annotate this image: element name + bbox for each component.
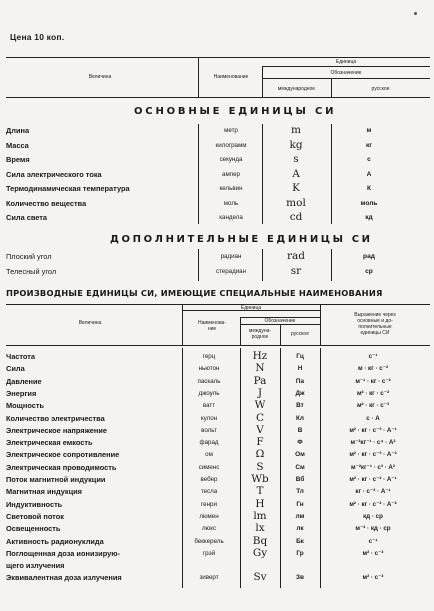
si-expression: м² · кг · с⁻² · А⁻¹ <box>349 476 397 483</box>
t2-header-quantity: Величина <box>78 320 102 326</box>
quantity-name: Масса <box>6 140 29 150</box>
unit-symbol-russian: Па <box>295 377 305 385</box>
unit-symbol-international: Pa <box>253 374 267 387</box>
unit-symbol-russian: В <box>297 426 303 434</box>
unit-name: вебер <box>200 476 218 483</box>
unit-symbol-international: K <box>292 182 300 194</box>
unit-symbol-international: rad <box>286 250 305 262</box>
si-expression: кд · ср <box>363 512 383 520</box>
unit-symbol-russian: К <box>366 185 372 192</box>
header-unit: Единица <box>335 59 357 65</box>
unit-name: паскаль <box>197 377 221 385</box>
si-expression: м² · кг · с⁻³ · А⁻² <box>349 451 397 459</box>
unit-symbol-russian: ср <box>365 268 373 275</box>
unit-name: метр <box>224 127 238 134</box>
table1-rule <box>331 124 332 224</box>
quantity-name: Активность радионуклида <box>6 536 104 546</box>
quantity-name: Электрическое сопротивление <box>6 450 120 460</box>
quantity-name: Индуктивность <box>6 499 63 509</box>
quantity-name: Поглощенная доза ионизирую- <box>6 548 121 558</box>
t2-header-expression-4: единицы СИ <box>360 330 390 336</box>
unit-symbol-international: Hz <box>252 350 268 362</box>
quantity-name: Мощность <box>6 401 45 411</box>
unit-symbol-russian: Ф <box>297 439 303 447</box>
section-additional-title: ДОПОЛНИТЕЛЬНЫЕ ЕДИНИЦЫ СИ <box>110 234 373 245</box>
si-expression: м² · кг · с⁻³ <box>356 402 390 410</box>
quantity-name: Количество электричества <box>6 413 105 423</box>
unit-symbol-russian: Дж <box>295 389 305 397</box>
unit-name: кулон <box>200 414 218 422</box>
unit-symbol-international: kg <box>289 138 303 151</box>
unit-name: генри <box>201 500 217 508</box>
quantity-name: Сила <box>6 364 25 374</box>
header-russian: русское <box>371 86 390 92</box>
price-label: Цена 10 коп. <box>10 32 65 42</box>
unit-symbol-russian: Гр <box>296 549 304 557</box>
quantity-name: Электрическая проводимость <box>6 462 117 472</box>
quantity-name: Поток магнитной индукции <box>6 475 106 484</box>
unit-name: сименс <box>198 463 220 471</box>
unit-symbol-international: lx <box>255 522 265 535</box>
quantity-name: Время <box>6 155 30 164</box>
unit-name: фарад <box>199 439 219 447</box>
unit-symbol-russian: Н <box>297 365 303 373</box>
unit-symbol-russian: Гц <box>296 353 304 360</box>
unit-name: кельвин <box>219 185 243 192</box>
unit-symbol-international: T <box>256 485 264 498</box>
unit-symbol-international: sr <box>290 265 302 277</box>
quantity-name: Электрическая емкость <box>6 438 93 448</box>
unit-name: люмен <box>199 512 219 520</box>
unit-name: джоуль <box>198 389 220 397</box>
quantity-name: Сила электрического тока <box>6 169 102 179</box>
quantity-name: Длина <box>6 126 30 135</box>
unit-symbol-international: Wb <box>251 473 269 485</box>
header-international: международное <box>277 86 316 92</box>
unit-symbol-international: W <box>254 399 266 412</box>
unit-symbol-russian: м <box>366 127 372 134</box>
unit-symbol-international: Bq <box>252 534 268 547</box>
unit-name: ньютон <box>198 365 220 373</box>
table1-rule <box>331 249 332 281</box>
unit-symbol-international: V <box>256 423 264 436</box>
unit-symbol-russian: Ом <box>295 451 305 459</box>
unit-symbol-russian: моль <box>360 199 378 207</box>
t2-header-unit: Единица <box>240 305 262 311</box>
unit-symbol-international: m <box>291 124 301 136</box>
unit-symbol-russian: Вт <box>296 402 304 410</box>
si-expression: м⁻² · кд · ср <box>355 525 391 533</box>
unit-name: герц <box>202 353 216 360</box>
unit-name: стерадиан <box>215 268 247 275</box>
unit-symbol-international: cd <box>289 211 303 223</box>
quantity-name: Эквивалентная доза излучения <box>6 573 122 583</box>
quantity-name: Термодинамическая температура <box>6 184 130 193</box>
t2-header-intl-1: междуна- <box>248 328 272 334</box>
si-expression: м² · с⁻² <box>362 574 384 582</box>
si-expression: с⁻¹ <box>368 537 378 545</box>
unit-name: грэй <box>202 549 216 557</box>
t2-header-designation: Обозначение <box>264 318 296 324</box>
t2-header-unit-name-1: Наименова- <box>198 320 226 326</box>
unit-name: ватт <box>202 402 216 410</box>
si-expression: м⁻²кг⁻¹ · с³ · А² <box>351 463 395 471</box>
quantity-name: Частота <box>6 352 35 361</box>
si-expression: м⁻²кг⁻¹ · с⁴ · А² <box>350 439 396 447</box>
unit-symbol-international: A <box>292 167 300 180</box>
header-unit-name: Наименование <box>213 74 249 80</box>
unit-symbol-russian: Тл <box>296 488 304 496</box>
unit-symbol-international: s <box>293 153 299 165</box>
si-expression: м² · кг · с⁻² <box>356 389 390 397</box>
unit-symbol-international: Sv <box>253 571 267 584</box>
unit-symbol-russian: с <box>367 156 371 163</box>
quantity-name: Количество вещества <box>6 198 87 208</box>
si-expression: м · кг · с⁻² <box>357 365 389 373</box>
unit-symbol-russian: лк <box>296 525 304 533</box>
unit-symbol-international: J <box>257 386 263 399</box>
unit-symbol-russian: лм <box>295 512 305 520</box>
t2-header-expression-3: полнительные <box>358 324 392 330</box>
quantity-name: Плоский угол <box>6 252 52 261</box>
unit-name: кандела <box>219 214 243 221</box>
unit-symbol-international: C <box>255 411 265 424</box>
quantity-name: щего излучения <box>6 561 65 571</box>
corner-mark <box>414 12 417 15</box>
unit-symbol-international: mol <box>286 196 306 209</box>
quantity-name: Световой поток <box>6 511 64 521</box>
quantity-name: Магнитная индукция <box>6 487 82 497</box>
si-expression: м² · кг · с⁻³ · А⁻¹ <box>349 426 397 434</box>
unit-name: ампер <box>222 170 240 178</box>
t2-header-expression-1: Выражение через <box>354 312 396 318</box>
unit-name: секунда <box>219 156 243 163</box>
unit-symbol-russian: кг <box>365 141 373 149</box>
si-expression: м⁻¹ · кг · с⁻² <box>355 377 391 385</box>
section-basic-title: ОСНОВНЫЕ ЕДИНИЦЫ СИ <box>134 106 337 117</box>
unit-name: люкс <box>201 525 217 533</box>
t2-header-expression-2: основные и до- <box>357 318 393 324</box>
unit-symbol-international: lm <box>253 509 267 522</box>
si-expression: с⁻¹ <box>368 353 378 360</box>
quantity-name: Давление <box>6 376 42 386</box>
unit-name: моль <box>223 199 239 207</box>
unit-symbol-international: H <box>255 497 265 510</box>
unit-symbol-russian: Зв <box>296 574 304 582</box>
unit-symbol-international: Ω <box>255 448 265 461</box>
unit-symbol-russian: кд <box>365 214 373 221</box>
unit-symbol-russian: А <box>366 170 372 178</box>
unit-symbol-international: N <box>255 362 265 375</box>
unit-symbol-international: S <box>256 460 264 473</box>
t2-header-russian: русское <box>291 331 309 337</box>
si-expression: с · А <box>366 414 380 422</box>
unit-name: ом <box>205 451 213 459</box>
si-expression: м² · с⁻² <box>362 549 384 557</box>
unit-name: беккерель <box>194 537 224 545</box>
unit-symbol-russian: Гн <box>296 500 304 508</box>
unit-name: килограмм <box>215 141 247 149</box>
table2-title: ПРОИЗВОДНЫЕ ЕДИНИЦЫ СИ, ИМЕЮЩИЕ СПЕЦИАЛЬНЫЕ НАИМЕНОВАНИЯ <box>6 288 383 298</box>
unit-symbol-international: F <box>256 436 264 449</box>
quantity-name: Телесный угол <box>6 267 57 276</box>
header-quantity: Величина <box>88 74 112 80</box>
quantity-name: Освещенность <box>6 524 61 534</box>
unit-name: радиан <box>220 253 242 260</box>
unit-symbol-russian: Бк <box>296 537 304 545</box>
quantity-name: Электрическое напряжение <box>6 425 107 435</box>
quantity-name: Энергия <box>6 388 37 398</box>
unit-symbol-international: Gy <box>252 546 268 559</box>
unit-name: зиверт <box>199 574 219 582</box>
unit-symbol-russian: См <box>295 463 305 471</box>
unit-symbol-russian: Кл <box>296 414 304 422</box>
quantity-name: Сила света <box>6 213 48 222</box>
si-expression: м² · кг · с⁻² · А⁻² <box>349 500 397 508</box>
header-designation: Обозначение <box>330 70 362 76</box>
si-expression: кг · с⁻² · А⁻¹ <box>355 488 391 496</box>
t2-header-unit-name-2: ние <box>207 326 217 332</box>
unit-name: вольт <box>201 426 217 434</box>
unit-name: тесла <box>200 488 218 496</box>
unit-symbol-russian: Вб <box>295 476 305 483</box>
unit-symbol-russian: рад <box>363 253 375 260</box>
t2-header-intl-2: родное <box>251 334 269 340</box>
